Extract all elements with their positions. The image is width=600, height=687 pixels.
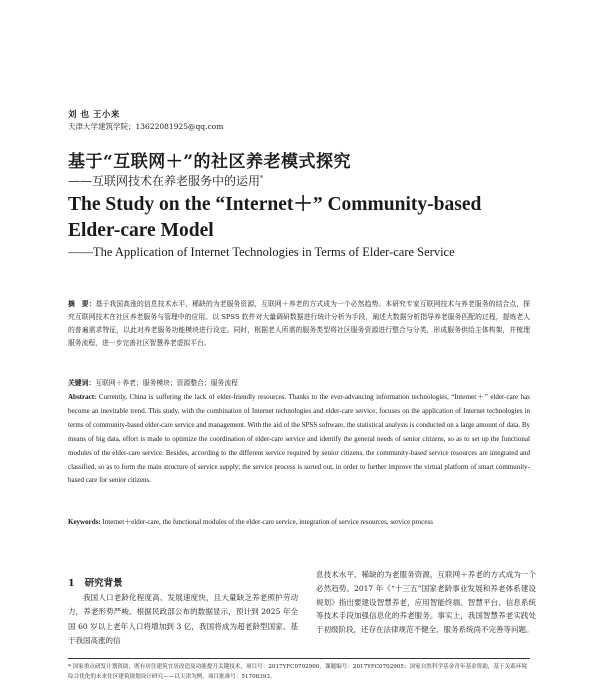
section-title: 研究背景 xyxy=(84,578,123,589)
chinese-subtitle-text: ——互联网技术在养老服务中的运用 xyxy=(68,174,261,188)
english-subtitle: ——The Application of Internet Technologies in Terms of Elder-care Service xyxy=(68,245,455,259)
section-heading xyxy=(68,575,123,589)
author-names: 刘 也 王小来 xyxy=(68,110,120,120)
english-title: The Study on the “Internet＋” Community-based Elder-care Model xyxy=(68,194,482,241)
left-column xyxy=(68,591,298,648)
english-abstract xyxy=(68,391,530,488)
chinese-keywords-text: 互联网＋养老；服务模块；资源整合；服务流程 xyxy=(95,379,238,387)
chinese-keywords-label: 关键词： xyxy=(68,379,96,387)
author-affiliation: 天津大学建筑学院；13622081925@qq.com xyxy=(68,122,224,131)
footnote-divider xyxy=(68,658,530,659)
left-column-paragraph: 我国人口老龄化程度高、发展速度快，且大量缺乏养老照护劳动力，养老形势严峻。根据民政部公布的数据显示，预计到 2025 年全国 60 岁以上老年人口将增加到 3 亿，我国将成为超老龄型国家。基于我国高涨的信 xyxy=(68,593,298,645)
funding-mark: * xyxy=(260,175,264,182)
chinese-abstract xyxy=(68,298,530,350)
chinese-title: 基于“互联网＋”的社区养老模式探究 xyxy=(68,152,352,172)
chinese-abstract-label: 摘 要： xyxy=(68,300,96,308)
right-column-paragraph: 息技术水平、稀缺的为老服务资源，互联网＋养老的方式成为一个必然趋势。2017 年《“十三五”国家老龄事业发展和养老体系建设规划》指出要建设智慧养老，应用智能终端、智慧平台、信息系统等技术手段加强信息化的养老服务。事实上，我国智慧养老实践处于初级阶段，还存在法律规范不健全、服务系统尚不完善等问题。 xyxy=(316,570,536,635)
chinese-subtitle xyxy=(68,172,263,189)
english-keywords-label: Keywords: xyxy=(68,518,101,526)
english-abstract-text: Currently, China is suffering the lack of elder-friendly resources. Thanks to the ever-advancing information technologies, “Internet＋” elder-care has become an inevitable trend. This study, with the combination of Internet technologies and elder-care service, focuses on the application of Internet technologies in terms of community-based elder-care service and management. With the aid of the SPSS software, the statistical analysis is conducted on a large amount of data. By means of big data, effort is made to optimize the coordination of elder-care service and identify the general needs of senior citizens, so as to set up the functional modules of the elder-care service. Besides, according to the different service required by senior citizens, the community-based service resources are integrated and classified, so as to form the main structure of service supply; the service process is sorted out, in order to further improve the virtual platform of smart community-based care for senior citizens. xyxy=(68,393,530,485)
right-column xyxy=(316,568,536,637)
section-number: 1 xyxy=(68,578,75,589)
chinese-abstract-text: 基于我国高涨的信息技术水平，稀缺的为老服务资源，互联网＋养老的方式成为一个必然趋势。本研究专家互联网技术与养老服务的结合点，探究互联网技术在社区养老服务与管理中的应用。以 SPSS 软件对大量调研数据进行统计分析为手段，阐述大数据分析指导养老服务匹配的过程，提炼老人的普遍需求特征，以此对养老服务功能模块进行设定。同时，根据老人所需的服务类型将社区服务资源进行整合与分类，形成服务供给主体构架，并梳理服务流程，进一步完善社区智慧养老虚拟平台。 xyxy=(68,300,531,347)
chinese-keywords xyxy=(68,377,530,390)
english-keywords-text: Internet＋elder-care, the functional modules of the elder-care service, integration of service resources, service process xyxy=(102,518,433,526)
funding-footnote: * 国家重点研发计划资助，既有居住建筑宜居改造及功能提升关键技术，项目号：2017YFC0702900，课题编号：2017YFC0702905；国家自然科学基金青年基金资助，基于关系环境综合优化的未来住区建筑规划设计研究——以天津为例，项目批准号：51708393。 xyxy=(68,664,527,680)
english-keywords xyxy=(68,516,530,530)
english-abstract-label: Abstract: xyxy=(68,393,97,401)
